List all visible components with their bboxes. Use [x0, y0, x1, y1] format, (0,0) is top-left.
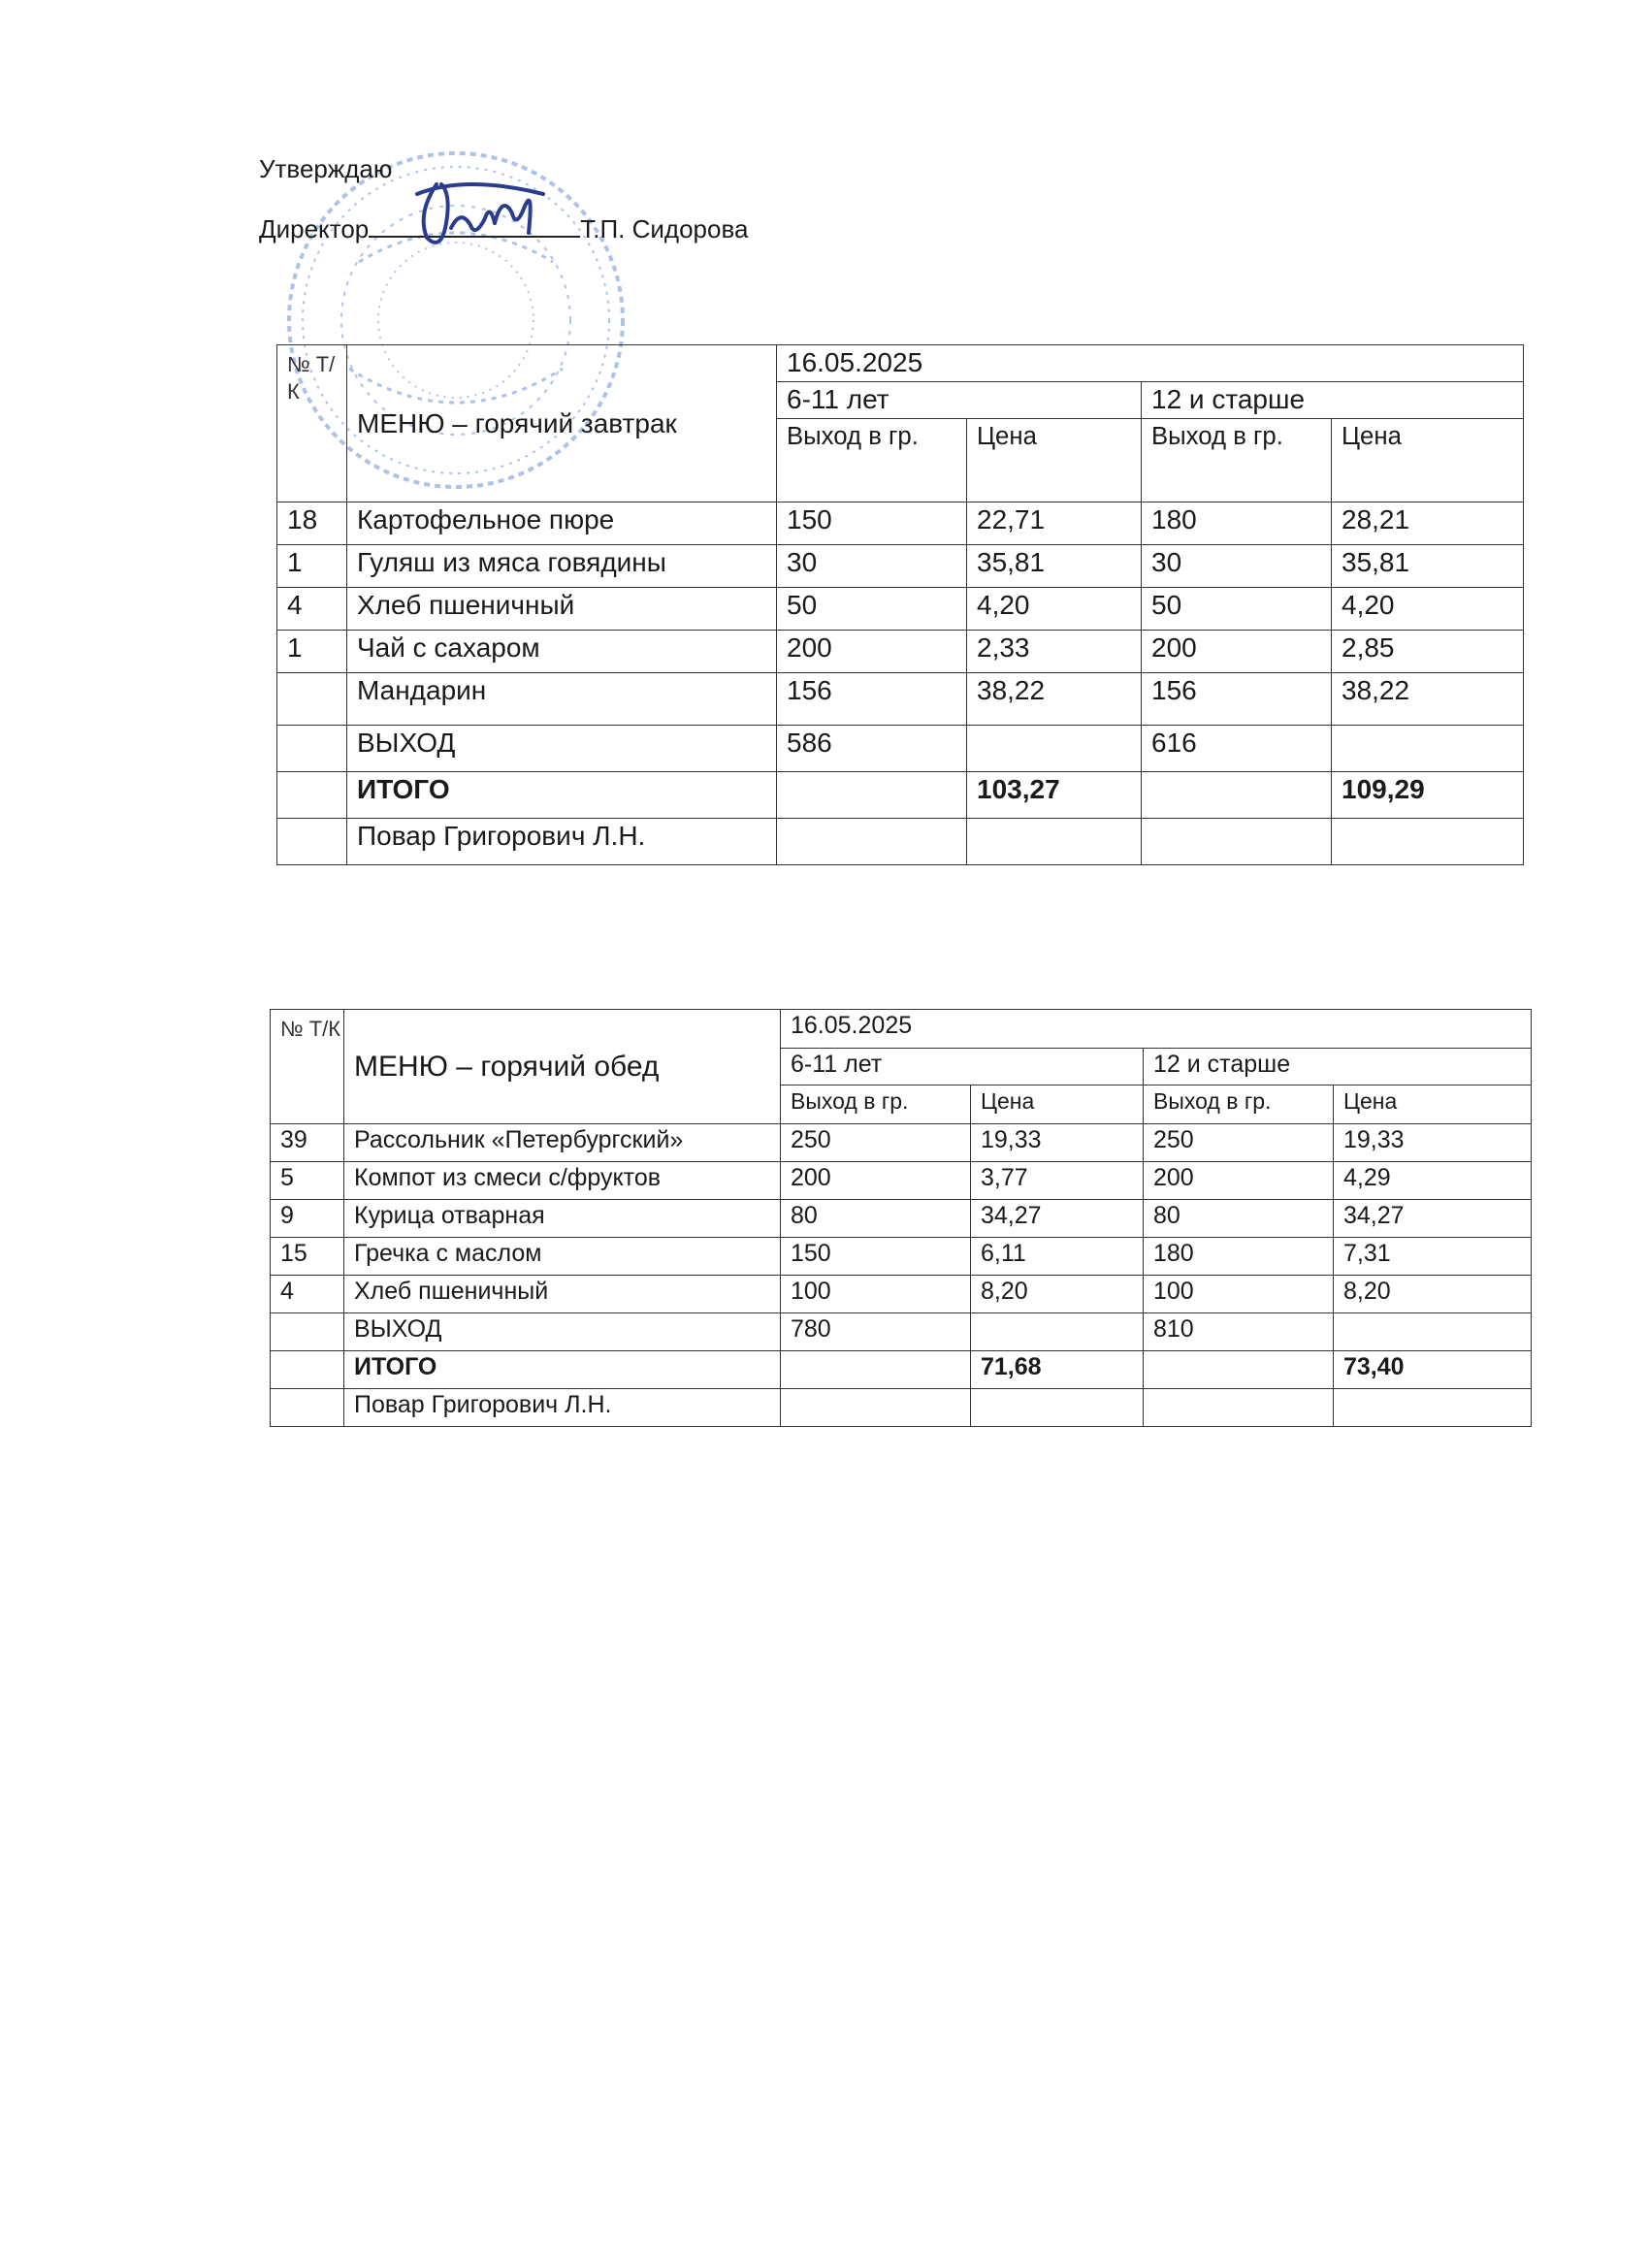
tk-number — [277, 673, 347, 726]
yield-6-11: 200 — [777, 631, 967, 673]
total-6-11: 71,68 — [971, 1351, 1144, 1389]
col-price: Цена — [1334, 1085, 1532, 1124]
tk-number-header: № Т/К — [277, 345, 347, 502]
approval-block — [259, 150, 749, 243]
price-6-11: 8,20 — [971, 1276, 1144, 1313]
yield-6-11: 150 — [781, 1238, 971, 1276]
yield-6-11: 250 — [781, 1124, 971, 1162]
total-label: ИТОГО — [344, 1351, 781, 1389]
price-12-plus: 19,33 — [1334, 1124, 1532, 1162]
dish-name: Рассольник «Петербургский» — [344, 1124, 781, 1162]
tk-number: 9 — [271, 1200, 344, 1238]
dish-name: Гуляш из мяса говядины — [347, 545, 777, 588]
yield-12-plus: 180 — [1144, 1238, 1334, 1276]
age-group-6-11: 6-11 лет — [777, 382, 1142, 419]
breakfast-menu-table — [276, 344, 1524, 865]
yield-12-plus: 100 — [1144, 1276, 1334, 1313]
table-row — [277, 588, 1524, 631]
menu-title: МЕНЮ – горячий обед — [344, 1010, 781, 1124]
yield-12-plus: 200 — [1142, 631, 1332, 673]
price-12-plus: 7,31 — [1334, 1238, 1532, 1276]
price-12-plus: 2,85 — [1332, 631, 1524, 673]
col-price: Цена — [1332, 419, 1524, 502]
tk-number: 18 — [277, 502, 347, 545]
output-12-plus: 616 — [1142, 726, 1332, 772]
total-label: ИТОГО — [347, 772, 777, 819]
price-6-11: 3,77 — [971, 1162, 1144, 1200]
tk-number: 1 — [277, 545, 347, 588]
dish-name: Хлеб пшеничный — [347, 588, 777, 631]
yield-12-plus: 156 — [1142, 673, 1332, 726]
price-12-plus: 4,20 — [1332, 588, 1524, 631]
dish-name: Картофельное пюре — [347, 502, 777, 545]
yield-12-plus: 180 — [1142, 502, 1332, 545]
col-yield: Выход в гр. — [777, 419, 967, 502]
price-12-plus: 8,20 — [1334, 1276, 1532, 1313]
tk-number: 15 — [271, 1238, 344, 1276]
cook-name: Повар Григорович Л.Н. — [344, 1389, 781, 1427]
lunch-menu-table — [270, 1009, 1532, 1427]
yield-12-plus: 250 — [1144, 1124, 1334, 1162]
price-6-11: 35,81 — [967, 545, 1142, 588]
tk-number-header: № Т/К — [271, 1010, 344, 1124]
output-12-plus: 810 — [1144, 1313, 1334, 1351]
price-6-11: 6,11 — [971, 1238, 1144, 1276]
col-yield: Выход в гр. — [1144, 1085, 1334, 1124]
table-row — [271, 1238, 1532, 1276]
yield-6-11: 150 — [777, 502, 967, 545]
yield-12-plus: 30 — [1142, 545, 1332, 588]
price-6-11: 34,27 — [971, 1200, 1144, 1238]
price-6-11: 4,20 — [967, 588, 1142, 631]
output-6-11: 780 — [781, 1313, 971, 1351]
menu-title: МЕНЮ – горячий завтрак — [347, 345, 777, 502]
table-row — [277, 545, 1524, 588]
price-6-11: 22,71 — [967, 502, 1142, 545]
table-row — [271, 1162, 1532, 1200]
col-yield: Выход в гр. — [781, 1085, 971, 1124]
total-row — [271, 1351, 1532, 1389]
col-price: Цена — [967, 419, 1142, 502]
tk-number: 4 — [271, 1276, 344, 1313]
cook-name: Повар Григорович Л.Н. — [347, 819, 777, 865]
age-group-6-11: 6-11 лет — [781, 1049, 1144, 1085]
dish-name: Мандарин — [347, 673, 777, 726]
total-row — [277, 772, 1524, 819]
yield-12-plus: 80 — [1144, 1200, 1334, 1238]
output-label: ВЫХОД — [347, 726, 777, 772]
menu-date: 16.05.2025 — [777, 345, 1524, 382]
price-12-plus: 34,27 — [1334, 1200, 1532, 1238]
output-label: ВЫХОД — [344, 1313, 781, 1351]
dish-name: Курица отварная — [344, 1200, 781, 1238]
yield-12-plus: 200 — [1144, 1162, 1334, 1200]
approval-word: Утверждаю — [259, 154, 393, 183]
handwritten-signature — [398, 155, 553, 262]
director-position: Директор — [259, 214, 370, 243]
tk-number: 4 — [277, 588, 347, 631]
yield-6-11: 100 — [781, 1276, 971, 1313]
total-6-11: 103,27 — [967, 772, 1142, 819]
output-row — [277, 726, 1524, 772]
yield-6-11: 50 — [777, 588, 967, 631]
col-price: Цена — [971, 1085, 1144, 1124]
cook-row — [271, 1389, 1532, 1427]
table-row — [277, 673, 1524, 726]
menu-date: 16.05.2025 — [781, 1010, 1532, 1049]
price-12-plus: 35,81 — [1332, 545, 1524, 588]
output-row — [271, 1313, 1532, 1351]
table-row — [271, 1276, 1532, 1313]
tk-number: 1 — [277, 631, 347, 673]
yield-6-11: 156 — [777, 673, 967, 726]
price-6-11: 19,33 — [971, 1124, 1144, 1162]
tk-number: 5 — [271, 1162, 344, 1200]
director-name: Т.П. Сидорова — [580, 214, 749, 243]
yield-6-11: 80 — [781, 1200, 971, 1238]
yield-12-plus: 50 — [1142, 588, 1332, 631]
table-row — [271, 1124, 1532, 1162]
yield-6-11: 200 — [781, 1162, 971, 1200]
yield-6-11: 30 — [777, 545, 967, 588]
col-yield: Выход в гр. — [1142, 419, 1332, 502]
price-12-plus: 4,29 — [1334, 1162, 1532, 1200]
age-group-12-plus: 12 и старше — [1144, 1049, 1532, 1085]
table-row — [271, 1200, 1532, 1238]
dish-name: Чай с сахаром — [347, 631, 777, 673]
table-row — [277, 502, 1524, 545]
price-12-plus: 28,21 — [1332, 502, 1524, 545]
table-row — [277, 631, 1524, 673]
total-12-plus: 73,40 — [1334, 1351, 1532, 1389]
dish-name: Хлеб пшеничный — [344, 1276, 781, 1313]
price-6-11: 2,33 — [967, 631, 1142, 673]
dish-name: Компот из смеси с/фруктов — [344, 1162, 781, 1200]
cook-row — [277, 819, 1524, 865]
price-12-plus: 38,22 — [1332, 673, 1524, 726]
age-group-12-plus: 12 и старше — [1142, 382, 1524, 419]
tk-number: 39 — [271, 1124, 344, 1162]
price-6-11: 38,22 — [967, 673, 1142, 726]
dish-name: Гречка с маслом — [344, 1238, 781, 1276]
total-12-plus: 109,29 — [1332, 772, 1524, 819]
output-6-11: 586 — [777, 726, 967, 772]
